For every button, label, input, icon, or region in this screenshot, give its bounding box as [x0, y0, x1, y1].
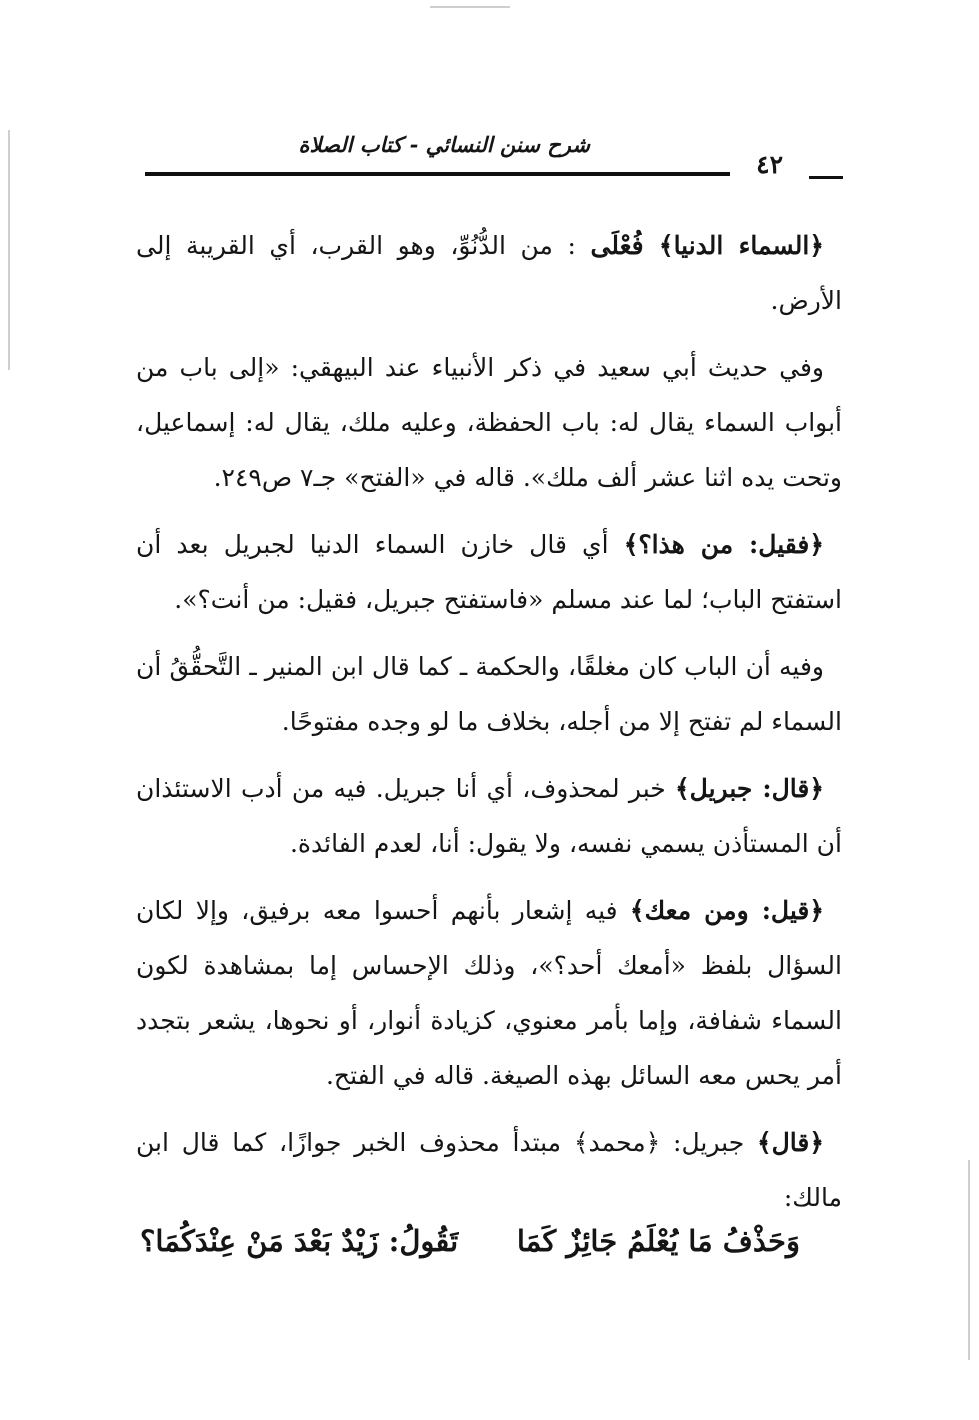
- paragraph: [136, 883, 842, 1103]
- paragraph-lead: ﴿قيل: ومن معك﴾: [629, 896, 825, 925]
- page-number: ٤٢: [756, 150, 783, 179]
- header-rule: [145, 172, 730, 176]
- verse-first-hemistich: وَحَذْفُ مَا يُعْلَمُ جَائِزٌ كَمَا: [516, 1224, 800, 1258]
- paragraph-lead: ﴿فقيل: من هذا؟﴾: [623, 530, 824, 559]
- paragraph-text: وفي حديث أبي سعيد في ذكر الأنبياء عند البيهقي: «إلى باب من أبواب السماء يقال له: باب الحفظة، وعليه ملك، يقال له: إسماعيل، وتحت يده اثنا عشر ألف ملك». قاله في «الفتح» جـ٧ ص٢٤٩.: [136, 353, 842, 492]
- paragraph-lead: ﴿قال: جبريل﴾: [675, 774, 824, 803]
- paragraph: [136, 761, 842, 871]
- paragraph-text: فيه إشعار بأنهم أحسوا معه برفيق، وإلا لكان السؤال بلفظ «أمعك أحد؟»، وذلك الإحساس إما بمشاهدة لكون السماء شفافة، وإما بأمر معنوي، كزيادة أنوار، أو نحوها، يشعر بتجدد أمر يحس معه السائل بهذه الصيغة. قاله في الفتح.: [136, 896, 842, 1090]
- poetry-verse: [140, 1224, 800, 1284]
- paragraph-text: خبر لمحذوف، أي أنا جبريل. فيه من أدب الاستئذان أن المستأذن يسمي نفسه، ولا يقول: أنا، لعدم الفائدة.: [136, 774, 842, 858]
- paragraph-text: جبريل: ﴿محمد﴾ مبتدأ محذوف الخبر جوازًا، كما قال ابن مالك:: [136, 1128, 842, 1212]
- paragraph-lead: ﴿قال﴾: [756, 1128, 824, 1157]
- paragraph-lead: ﴿السماء الدنيا﴾ فُعْلَى: [590, 231, 825, 260]
- running-title: شرح سنن النسائي - كتاب الصلاة: [298, 132, 590, 157]
- paragraph-text: وفيه أن الباب كان مغلقًا، والحكمة ـ كما قال ابن المنير ـ التَّحقُّقُ أن السماء لم تفتح إلا من أجله، بخلاف ما لو وجده مفتوحًا.: [136, 652, 842, 736]
- page-header: [140, 128, 845, 188]
- paragraph: [136, 340, 842, 505]
- paragraph-text: أي قال خازن السماء الدنيا لجبريل بعد أن استفتح الباب؛ لما عند مسلم «فاستفتح جبريل، فقيل: من أنت؟».: [136, 530, 842, 614]
- paragraph: [136, 1115, 842, 1225]
- scan-mark-top: [430, 6, 510, 8]
- header-rule-short: [809, 176, 843, 179]
- paragraph: [136, 517, 842, 627]
- scan-mark-left-edge: [8, 130, 10, 370]
- scan-mark-right-edge: [968, 1160, 970, 1360]
- verse-second-hemistich: تَقُولُ: زَيْدٌ بَعْدَ مَنْ عِنْدَكُمَا؟: [140, 1224, 459, 1258]
- paragraph: [136, 218, 842, 328]
- paragraph: [136, 639, 842, 749]
- page-body: [136, 218, 842, 1237]
- paragraph-text: : من الدُّنُوِّ، وهو القرب، أي القريبة إلى الأرض.: [136, 231, 842, 315]
